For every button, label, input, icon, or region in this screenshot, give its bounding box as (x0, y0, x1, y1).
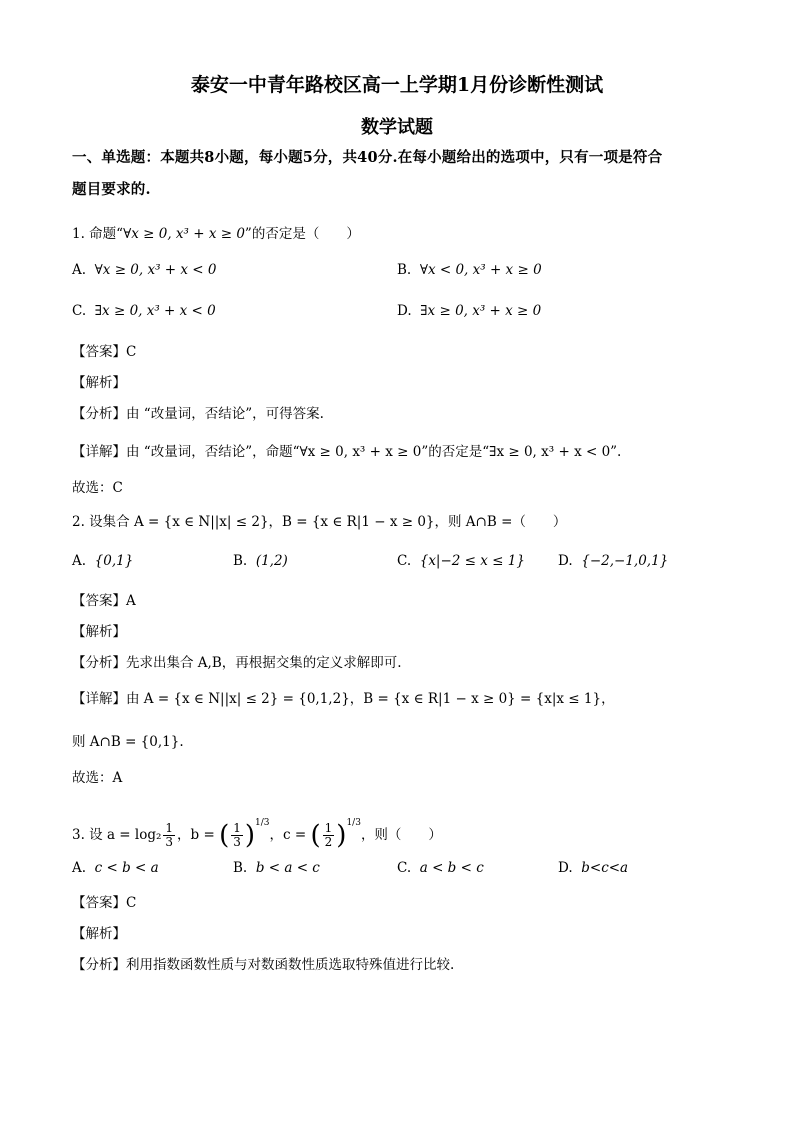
right-paren: ) (244, 820, 256, 851)
option-label: D. (397, 303, 412, 319)
option-label: C. (397, 553, 412, 569)
frac-denominator: 3 (233, 835, 241, 849)
frac-numerator: 1 (165, 821, 174, 835)
option-label: C. (397, 860, 412, 876)
q1-stem-prefix: 1. 命题“ (72, 226, 124, 242)
fenxi-text: 由 “改量词，否结论”，可得答案. (126, 406, 324, 422)
q1-stem-math: ∀x ≥ 0, x³ + x ≥ 0 (123, 226, 245, 242)
q3-b-exponent: 1/3 (255, 818, 270, 828)
q1-analysis-tag: 【解析】 (72, 375, 126, 391)
q2-option-b (233, 553, 288, 569)
option-label: A. (72, 262, 87, 278)
option-label: D. (558, 553, 573, 569)
answer-value: C (126, 344, 137, 360)
q2-fenxi (72, 651, 402, 671)
option-math: a < b < c (419, 860, 484, 876)
q2-detail2: 则 A∩B = {0,1}. (72, 734, 184, 750)
option-label: D. (558, 860, 573, 876)
left-paren: ( (310, 820, 321, 851)
option-label: B. (397, 262, 412, 278)
q1-stem-suffix: ”的否定是（ ） (244, 226, 360, 242)
frac-numerator: 1 (233, 821, 241, 835)
left-paren: ( (219, 820, 230, 851)
fenxi-tag: 【分析】 (72, 957, 126, 973)
section-heading (72, 142, 722, 206)
fenxi-text: 利用指数函数性质与对数函数性质选取特殊值进行比较. (126, 957, 455, 973)
frac-denominator: 2 (324, 835, 333, 849)
q1-option-d (397, 303, 541, 319)
fenxi-tag: 【分析】 (72, 655, 126, 671)
detail-tag: 【详解】 (72, 691, 126, 707)
frac-denominator: 3 (165, 835, 174, 849)
q2-choose: 故选：A (72, 770, 123, 786)
option-math: {x|−2 ≤ x ≤ 1} (419, 553, 525, 569)
option-math: ∀x < 0, x³ + x ≥ 0 (419, 262, 542, 278)
option-math: ∃x ≥ 0, x³ + x < 0 (94, 303, 216, 319)
option-label: A. (72, 860, 87, 876)
q2-option-c (397, 553, 525, 569)
q3-option-d (558, 860, 628, 876)
option-label: C. (72, 303, 87, 319)
q3-fenxi (72, 953, 454, 973)
q3-option-b (233, 860, 320, 876)
q3-c-prefix: ，c = (269, 827, 311, 843)
option-label: B. (233, 860, 248, 876)
q1-option-b (397, 262, 542, 278)
q3-c-exponent: 1/3 (346, 818, 361, 828)
option-label: B. (233, 553, 248, 569)
answer-tag: 【答案】 (72, 593, 126, 609)
q2-option-a (72, 553, 133, 569)
q2-detail (72, 687, 615, 707)
option-math: b<c<a (581, 860, 629, 876)
answer-value: A (126, 593, 136, 609)
page-subtitle: 数学试题 (361, 117, 433, 138)
option-math: (1,2) (255, 553, 288, 569)
q2-analysis-tag: 【解析】 (72, 624, 126, 640)
q1-option-c (72, 303, 216, 319)
detail-text: 由 A = {x ∈ N||x| ≤ 2} = {0,1,2}，B = {x ∈ R|1 − x ≥ 0} = {x|x ≤ 1}， (126, 691, 615, 707)
q3-answer (72, 891, 136, 911)
q3-option-c (397, 860, 484, 876)
option-math: ∀x ≥ 0, x³ + x < 0 (94, 262, 217, 278)
q2-answer (72, 589, 136, 609)
q1-stem (72, 222, 360, 242)
option-math: {−2,−1,0,1} (581, 553, 669, 569)
option-math: c < b < a (94, 860, 159, 876)
section-heading-line1: 一、单选题：本题共8小题，每小题5分，共40分.在每小题给出的选项中，只有一项是符合 (72, 149, 663, 166)
option-math: ∃x ≥ 0, x³ + x ≥ 0 (420, 303, 542, 319)
answer-value: C (126, 895, 137, 911)
detail-tag: 【详解】 (72, 444, 126, 460)
q3-b-fraction (231, 822, 243, 849)
q2-stem: 2. 设集合 A = {x ∈ N||x| ≤ 2}，B = {x ∈ R|1 − x ≥ 0}，则 A∩B =（ ） (72, 514, 567, 530)
frac-numerator: 1 (324, 821, 333, 835)
q1-option-a (72, 262, 216, 278)
answer-tag: 【答案】 (72, 344, 126, 360)
q3-option-a (72, 860, 159, 876)
q3-stem-suffix: ，则（ ） (360, 827, 442, 843)
q1-choose: 故选：C (72, 480, 123, 496)
option-math: {0,1} (94, 553, 134, 569)
q3-b-prefix: ，b = (177, 827, 220, 843)
right-paren: ) (336, 820, 347, 851)
answer-tag: 【答案】 (72, 895, 126, 911)
detail-text: 由 “改量词，否结论”，命题“∀x ≥ 0, x³ + x ≥ 0”的否定是“∃x ≥ 0, x³ + x < 0”. (126, 444, 622, 460)
fenxi-tag: 【分析】 (72, 406, 126, 422)
q1-answer (72, 340, 136, 360)
q3-stem (72, 803, 442, 856)
q2-option-d (558, 553, 668, 569)
q3-analysis-tag: 【解析】 (72, 926, 126, 942)
q3-c-fraction (323, 822, 335, 849)
q1-detail (72, 440, 621, 460)
option-math: b < a < c (255, 860, 320, 876)
option-label: A. (72, 553, 87, 569)
page-title: 泰安一中青年路校区高一上学期1月份诊断性测试 (190, 74, 604, 96)
section-heading-line2: 题目要求的. (72, 181, 151, 198)
fenxi-text: 先求出集合 A,B，再根据交集的定义求解即可. (126, 655, 402, 671)
q1-fenxi (72, 402, 324, 422)
q3-a-fraction (163, 822, 175, 849)
q3-stem-prefix: 3. 设 a = log₂ (72, 827, 162, 843)
